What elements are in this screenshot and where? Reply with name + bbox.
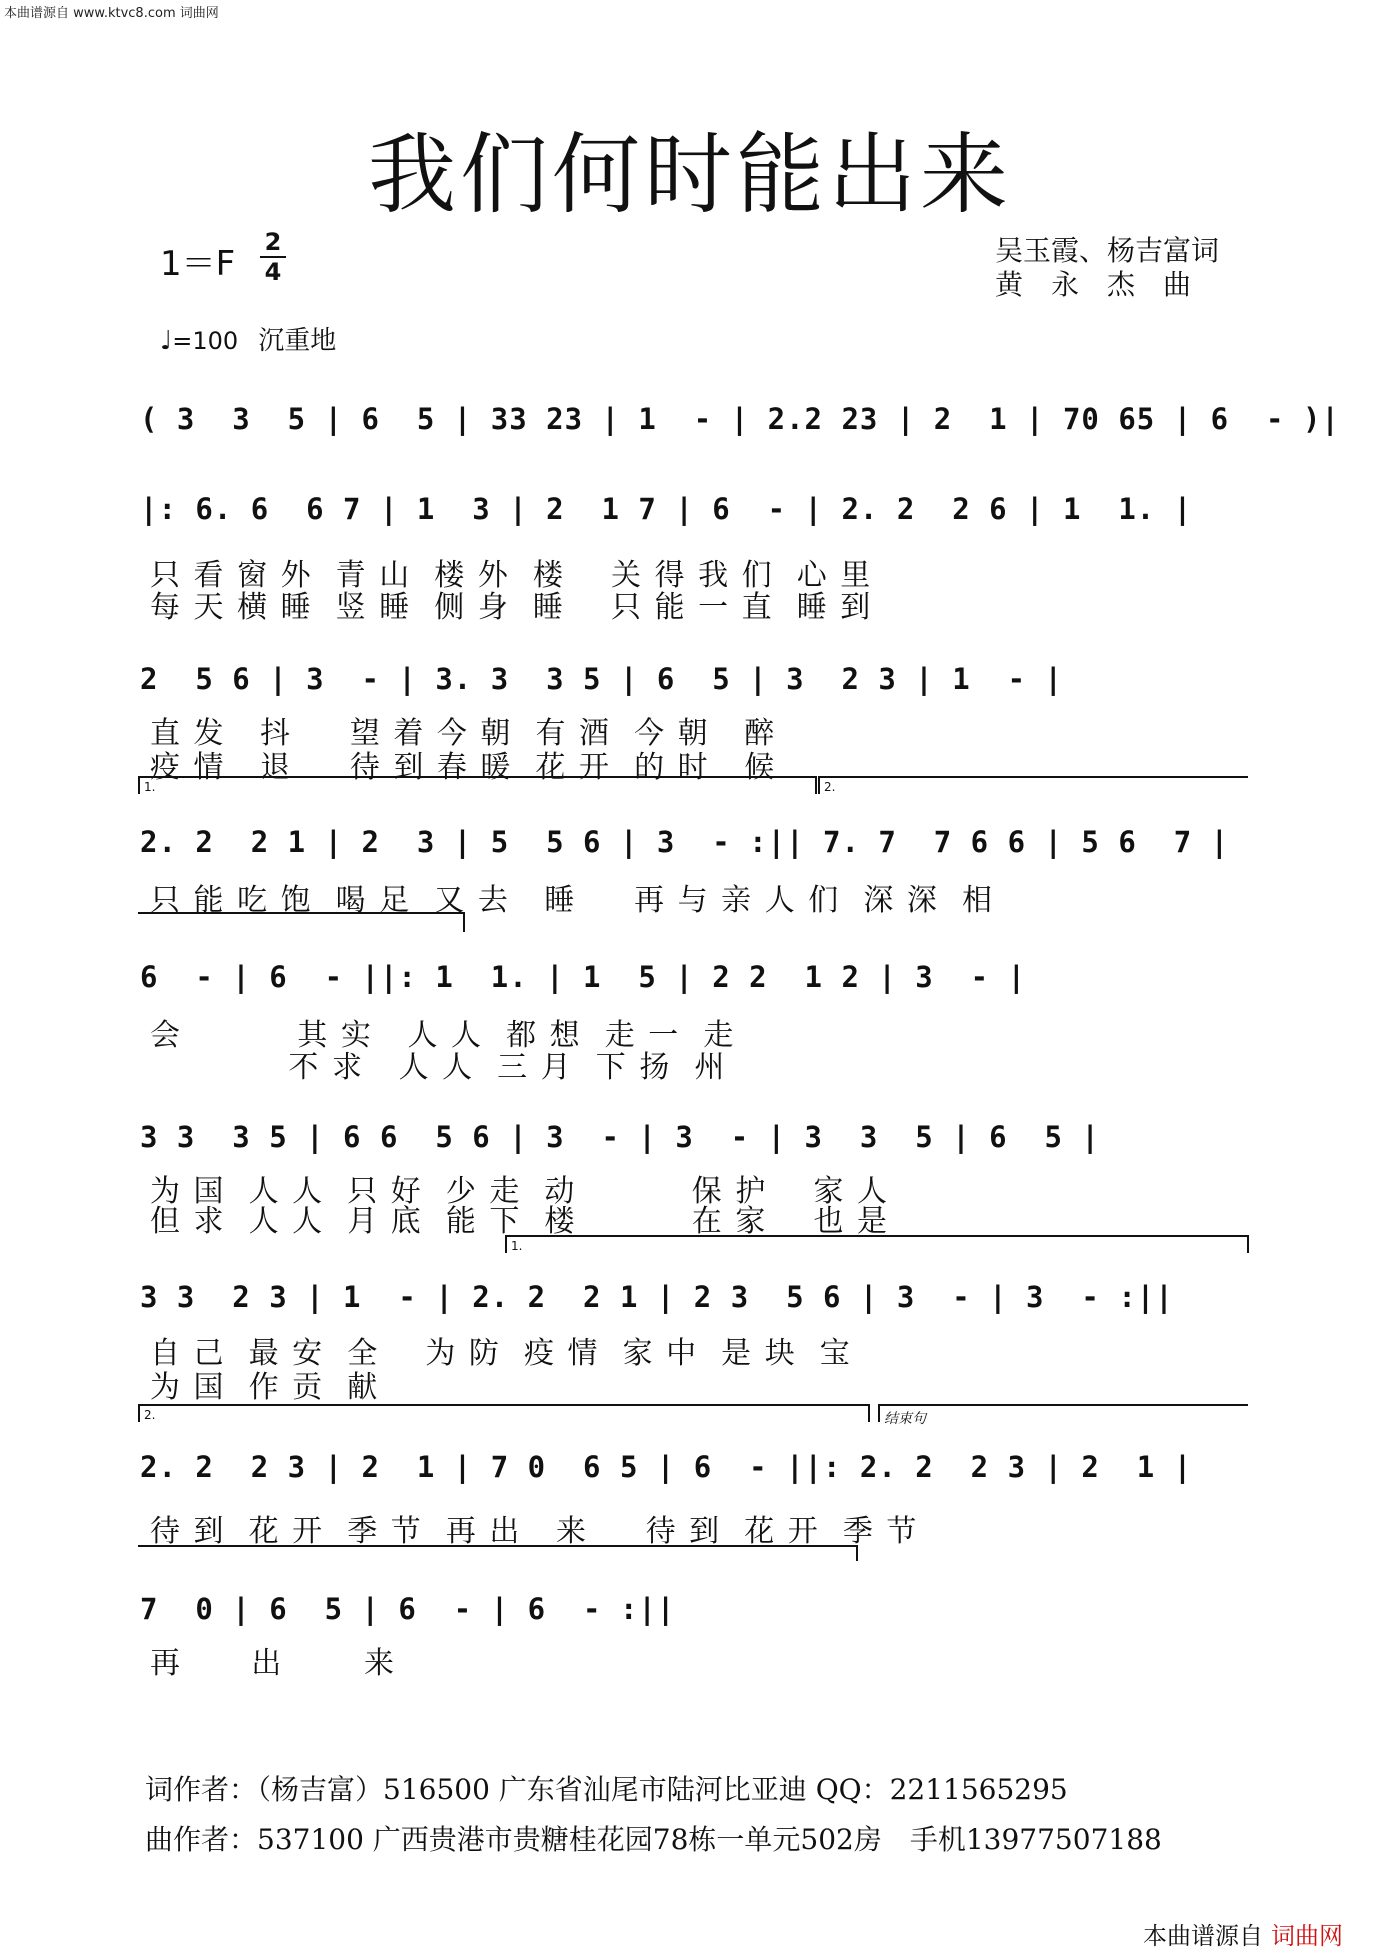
volta-label: 1.	[144, 780, 156, 794]
watermark-bottom	[1143, 1916, 1343, 1951]
lyrics-verse-1: 自 己 最 安 全 为 防 疫 情 家 中 是 块 宝	[150, 1336, 852, 1371]
volta-label: 2.	[144, 1408, 156, 1422]
volta-1b	[505, 1235, 1249, 1253]
coda-label: 结束句	[884, 1411, 926, 1427]
lyricist-contact: 词作者：（杨吉富）516500 广东省汕尾市陆河比亚迪 QQ：2211565295	[145, 1773, 1068, 1806]
lyrics-verse-2: 每 天 横 睡 竖 睡 侧 身 睡 只 能 一 直 睡 到	[150, 590, 873, 625]
volta-2b	[138, 1404, 870, 1422]
notation-line: 3 3 3 5 | 6 6 5 6 | 3 - | 3 - | 3 3 5 | 6 5 |	[140, 1120, 1100, 1154]
time-bottom: 4	[264, 258, 282, 286]
lyrics-verse-2: 但 求 人 人 月 底 能 下 楼 在 家 也 是	[150, 1204, 890, 1239]
watermark-source: 本曲谱源自	[1143, 1922, 1263, 1950]
credits	[995, 234, 1219, 302]
bracket-end	[138, 1545, 858, 1561]
lyrics-verse-2: 疫 情 退 待 到 春 暖 花 开 的 时 候	[150, 750, 777, 785]
notation-line: 2. 2 2 3 | 2 1 | 7 0 6 5 | 6 - ||: 2. 2 2 3 | 2 1 |	[140, 1450, 1193, 1484]
lyrics-verse-2: 不 求 人 人 三 月 下 扬 州	[150, 1050, 727, 1085]
notation-line: 2 5 6 | 3 - | 3. 3 3 5 | 6 5 | 3 2 3 | 1 - |	[140, 662, 1063, 696]
notation-line: 3 3 2 3 | 1 - | 2. 2 2 1 | 2 3 5 6 | 3 - | 3 - :||	[140, 1280, 1174, 1314]
time-signature	[258, 228, 288, 286]
song-title: 我们何时能出来	[367, 123, 1012, 226]
lyrics-verse-1: 只 能 吃 饱 喝 足 又 去 睡 再 与 亲 人 们 深 深 相	[150, 883, 994, 918]
lyrics-verse-1: 会 其 实 人 人 都 想 走 一 走	[150, 1018, 736, 1053]
system-4	[140, 825, 1260, 918]
tempo-value: =100	[172, 327, 239, 355]
coda-bracket	[878, 1404, 1248, 1427]
volta-2	[818, 776, 1248, 794]
key-signature: 1＝F	[160, 244, 236, 284]
time-top: 2	[264, 228, 282, 256]
notation-line: 2. 2 2 1 | 2 3 | 5 5 6 | 3 - :|| 7. 7 7 6 6 | 5 6 7 |	[140, 825, 1230, 859]
lyricist: 吴玉霞、杨吉富词	[995, 234, 1220, 267]
watermark-top: 本曲谱源自 www.ktvc8.com 词曲网	[4, 6, 219, 21]
lyrics-verse-1: 直 发 抖 望 着 今 朝 有 酒 今 朝 醉	[150, 716, 777, 751]
system-1	[140, 402, 1340, 462]
system-8	[140, 1450, 1260, 1549]
lyrics-verse-1: 再 出 来	[150, 1646, 396, 1681]
composer: 黄 永 杰 曲	[995, 268, 1192, 301]
system-5	[140, 960, 1260, 1085]
volta-label: 2.	[824, 780, 836, 794]
lyrics-verse-1: 为 国 人 人 只 好 少 走 动 保 护 家 人	[150, 1174, 890, 1209]
notation-line: |: 6. 6 6 7 | 1 3 | 2 1 7 | 6 - | 2. 2 2 6 | 1 1. |	[140, 492, 1193, 526]
system-3	[140, 662, 1260, 785]
lyrics-verse-1: 只 看 窗 外 青 山 楼 外 楼 关 得 我 们 心 里	[150, 558, 873, 593]
lyrics-verse-2: 为 国 作 贡 献	[150, 1370, 380, 1405]
watermark-site: 词曲网	[1271, 1922, 1343, 1950]
volta-label: 1.	[511, 1239, 523, 1253]
volta-bracket	[138, 912, 465, 932]
composer-contact: 曲作者：537100 广西贵港市贵糖桂花园78栋一单元502房 手机13977507188	[145, 1823, 1162, 1856]
tempo-mood: 沉重地	[258, 326, 337, 356]
tempo	[160, 320, 336, 357]
system-9	[140, 1592, 1260, 1681]
notation-line: 6 - | 6 - ||: 1 1. | 1 5 | 2 2 1 2 | 3 - |	[140, 960, 1027, 994]
quarter-note-icon: ♩	[160, 326, 173, 356]
lyrics-verse-1: 待 到 花 开 季 节 再 出 来 待 到 花 开 季 节	[150, 1514, 919, 1549]
system-7	[140, 1280, 1260, 1405]
notation-line: ( 3 3 5 | 6 5 | 33 23 | 1 - | 2.2 23 | 2 1 | 70 65 | 6 - )|	[140, 402, 1340, 436]
notation-line: 7 0 | 6 5 | 6 - | 6 - :||	[140, 1592, 676, 1626]
volta-1	[138, 776, 817, 794]
system-2	[140, 492, 1260, 625]
system-6	[140, 1120, 1260, 1239]
